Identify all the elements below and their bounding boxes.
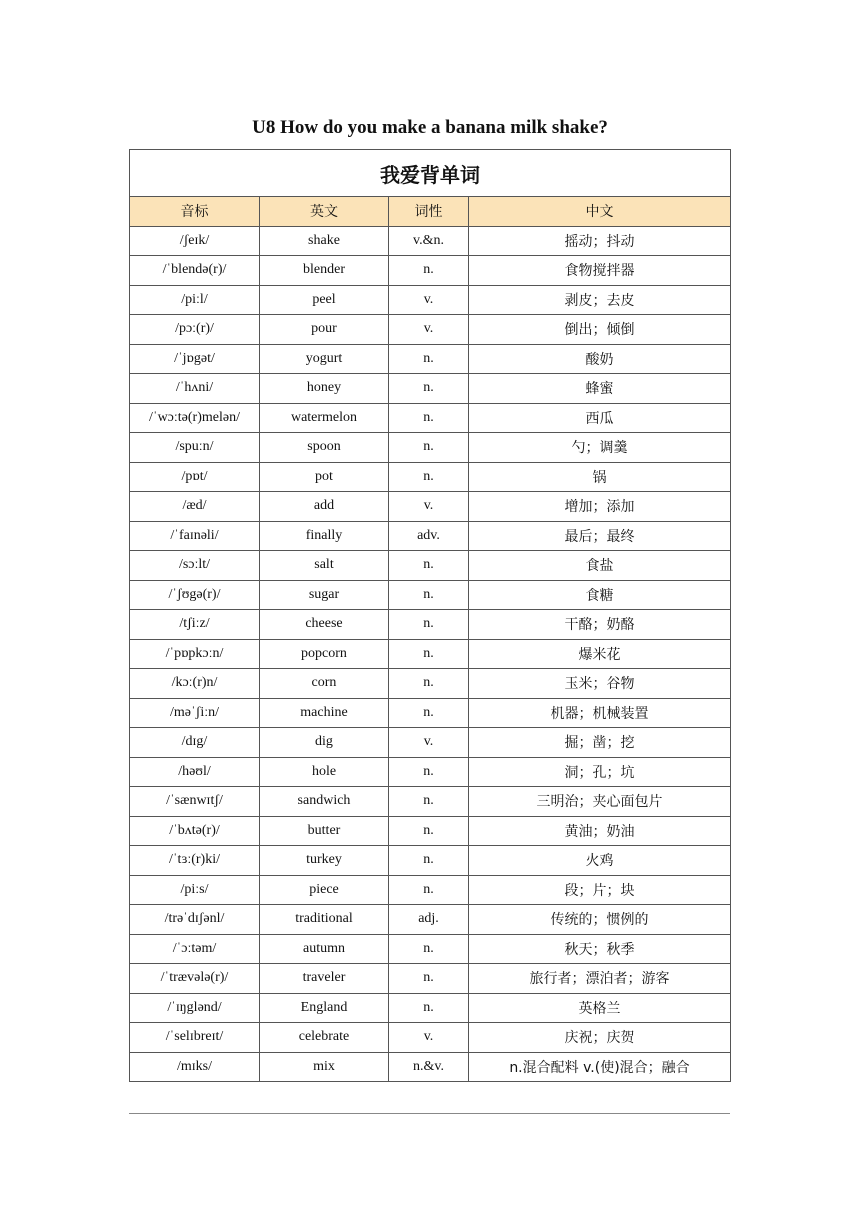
part-of-speech-cell: n.	[389, 846, 469, 876]
english-word-cell: add	[260, 492, 389, 522]
english-word-cell: popcorn	[260, 639, 389, 669]
table-row	[130, 669, 731, 699]
english-word-cell: salt	[260, 551, 389, 581]
chinese-meaning-cell: 玉米；谷物	[469, 669, 731, 699]
chinese-meaning-cell: 爆米花	[469, 639, 731, 669]
phonetic-cell: /trəˈdɪʃənl/	[130, 905, 260, 935]
chinese-meaning-cell: 干酪；奶酪	[469, 610, 731, 640]
table-row	[130, 492, 731, 522]
chinese-meaning-cell: 勺；调羹	[469, 433, 731, 463]
part-of-speech-cell: adj.	[389, 905, 469, 935]
english-word-cell: sugar	[260, 580, 389, 610]
part-of-speech-cell: n.	[389, 580, 469, 610]
part-of-speech-cell: n.&v.	[389, 1052, 469, 1082]
table-row	[130, 256, 731, 286]
chinese-meaning-cell: 倒出；倾倒	[469, 315, 731, 345]
table-header-row	[130, 197, 731, 227]
table-row	[130, 285, 731, 315]
table-row	[130, 226, 731, 256]
vocabulary-table	[129, 149, 731, 1082]
phonetic-cell: /həʊl/	[130, 757, 260, 787]
english-word-cell: dig	[260, 728, 389, 758]
english-word-cell: butter	[260, 816, 389, 846]
table-row	[130, 757, 731, 787]
chinese-meaning-cell: 最后；最终	[469, 521, 731, 551]
part-of-speech-cell: n.	[389, 403, 469, 433]
part-of-speech-cell: n.	[389, 757, 469, 787]
english-word-cell: spoon	[260, 433, 389, 463]
table-row	[130, 315, 731, 345]
table-row	[130, 639, 731, 669]
part-of-speech-cell: n.	[389, 344, 469, 374]
phonetic-cell: /kɔː(r)n/	[130, 669, 260, 699]
table-row	[130, 521, 731, 551]
phonetic-cell: /dɪg/	[130, 728, 260, 758]
english-word-cell: traditional	[260, 905, 389, 935]
chinese-meaning-cell: 传统的；惯例的	[469, 905, 731, 935]
part-of-speech-cell: v.	[389, 1023, 469, 1053]
phonetic-cell: /ˈhʌni/	[130, 374, 260, 404]
chinese-meaning-cell: n.混合配料 v.(使)混合；融合	[469, 1052, 731, 1082]
table-row	[130, 787, 731, 817]
phonetic-cell: /ˈpɒpkɔːn/	[130, 639, 260, 669]
english-word-cell: pour	[260, 315, 389, 345]
english-word-cell: finally	[260, 521, 389, 551]
chinese-meaning-cell: 英格兰	[469, 993, 731, 1023]
part-of-speech-cell: n.	[389, 698, 469, 728]
english-word-cell: watermelon	[260, 403, 389, 433]
english-word-cell: piece	[260, 875, 389, 905]
chinese-meaning-cell: 三明治；夹心面包片	[469, 787, 731, 817]
chinese-meaning-cell: 食糖	[469, 580, 731, 610]
phonetic-cell: /ˈbʌtə(r)/	[130, 816, 260, 846]
phonetic-cell: /ˈfaɪnəli/	[130, 521, 260, 551]
part-of-speech-cell: n.	[389, 551, 469, 581]
table-row	[130, 433, 731, 463]
chinese-meaning-cell: 旅行者；漂泊者；游客	[469, 964, 731, 994]
table-row	[130, 846, 731, 876]
part-of-speech-cell: n.	[389, 993, 469, 1023]
part-of-speech-cell: n.	[389, 256, 469, 286]
english-word-cell: traveler	[260, 964, 389, 994]
phonetic-cell: /ˈselɪbreɪt/	[130, 1023, 260, 1053]
table-row	[130, 816, 731, 846]
phonetic-cell: /sɔːlt/	[130, 551, 260, 581]
table-row	[130, 875, 731, 905]
chinese-meaning-cell: 食盐	[469, 551, 731, 581]
column-header-part-of-speech: 词性	[389, 197, 469, 227]
chinese-meaning-cell: 增加；添加	[469, 492, 731, 522]
english-word-cell: cheese	[260, 610, 389, 640]
phonetic-cell: /ˈsænwɪtʃ/	[130, 787, 260, 817]
english-word-cell: shake	[260, 226, 389, 256]
english-word-cell: yogurt	[260, 344, 389, 374]
chinese-meaning-cell: 蜂蜜	[469, 374, 731, 404]
part-of-speech-cell: n.	[389, 374, 469, 404]
phonetic-cell: /tʃiːz/	[130, 610, 260, 640]
chinese-meaning-cell: 机器；机械装置	[469, 698, 731, 728]
part-of-speech-cell: n.	[389, 610, 469, 640]
column-header-english: 英文	[260, 197, 389, 227]
phonetic-cell: /ʃeɪk/	[130, 226, 260, 256]
page-title: U8 How do you make a banana milk shake?	[252, 117, 608, 138]
english-word-cell: turkey	[260, 846, 389, 876]
chinese-meaning-cell: 庆祝；庆贺	[469, 1023, 731, 1053]
table-row	[130, 610, 731, 640]
part-of-speech-cell: n.	[389, 964, 469, 994]
table-row	[130, 374, 731, 404]
part-of-speech-cell: n.	[389, 875, 469, 905]
phonetic-cell: /pɒt/	[130, 462, 260, 492]
table-row	[130, 462, 731, 492]
chinese-meaning-cell: 段；片；块	[469, 875, 731, 905]
phonetic-cell: /ˈtrævələ(r)/	[130, 964, 260, 994]
phonetic-cell: /ˈjɒgət/	[130, 344, 260, 374]
phonetic-cell: /ˈɪŋglənd/	[130, 993, 260, 1023]
table-row	[130, 934, 731, 964]
chinese-meaning-cell: 洞；孔；坑	[469, 757, 731, 787]
part-of-speech-cell: n.	[389, 433, 469, 463]
chinese-meaning-cell: 黄油；奶油	[469, 816, 731, 846]
english-word-cell: celebrate	[260, 1023, 389, 1053]
chinese-meaning-cell: 锅	[469, 462, 731, 492]
phonetic-cell: /ˈblendə(r)/	[130, 256, 260, 286]
english-word-cell: hole	[260, 757, 389, 787]
phonetic-cell: /spuːn/	[130, 433, 260, 463]
part-of-speech-cell: n.	[389, 462, 469, 492]
english-word-cell: England	[260, 993, 389, 1023]
chinese-meaning-cell: 掘；凿；挖	[469, 728, 731, 758]
part-of-speech-cell: v.	[389, 285, 469, 315]
part-of-speech-cell: n.	[389, 816, 469, 846]
part-of-speech-cell: v.	[389, 315, 469, 345]
part-of-speech-cell: n.	[389, 787, 469, 817]
phonetic-cell: /məˈʃiːn/	[130, 698, 260, 728]
part-of-speech-cell: v.&n.	[389, 226, 469, 256]
phonetic-cell: /ˈtɜː(r)ki/	[130, 846, 260, 876]
table-row	[130, 1052, 731, 1082]
phonetic-cell: /ˈwɔːtə(r)melən/	[130, 403, 260, 433]
table-row	[130, 580, 731, 610]
phonetic-cell: /mɪks/	[130, 1052, 260, 1082]
phonetic-cell: /ˈʃʊgə(r)/	[130, 580, 260, 610]
table-row	[130, 344, 731, 374]
english-word-cell: corn	[260, 669, 389, 699]
part-of-speech-cell: n.	[389, 639, 469, 669]
vocabulary-table-body	[130, 226, 731, 1082]
table-row	[130, 905, 731, 935]
part-of-speech-cell: adv.	[389, 521, 469, 551]
part-of-speech-cell: v.	[389, 728, 469, 758]
part-of-speech-cell: n.	[389, 934, 469, 964]
table-row	[130, 551, 731, 581]
phonetic-cell: /piːs/	[130, 875, 260, 905]
phonetic-cell: /æd/	[130, 492, 260, 522]
table-row	[130, 698, 731, 728]
english-word-cell: mix	[260, 1052, 389, 1082]
english-word-cell: autumn	[260, 934, 389, 964]
english-word-cell: pot	[260, 462, 389, 492]
chinese-meaning-cell: 秋天；秋季	[469, 934, 731, 964]
table-caption: 我爱背单词	[130, 150, 731, 197]
chinese-meaning-cell: 食物搅拌器	[469, 256, 731, 286]
chinese-meaning-cell: 火鸡	[469, 846, 731, 876]
part-of-speech-cell: v.	[389, 492, 469, 522]
chinese-meaning-cell: 剥皮；去皮	[469, 285, 731, 315]
table-row	[130, 1023, 731, 1053]
chinese-meaning-cell: 酸奶	[469, 344, 731, 374]
table-row	[130, 993, 731, 1023]
english-word-cell: peel	[260, 285, 389, 315]
table-row	[130, 964, 731, 994]
english-word-cell: honey	[260, 374, 389, 404]
column-header-phonetic: 音标	[130, 197, 260, 227]
footer-divider	[129, 1113, 730, 1114]
phonetic-cell: /ˈɔːtəm/	[130, 934, 260, 964]
table-row	[130, 403, 731, 433]
table-row	[130, 728, 731, 758]
column-header-chinese: 中文	[469, 197, 731, 227]
chinese-meaning-cell: 西瓜	[469, 403, 731, 433]
english-word-cell: machine	[260, 698, 389, 728]
phonetic-cell: /piːl/	[130, 285, 260, 315]
english-word-cell: blender	[260, 256, 389, 286]
phonetic-cell: /pɔː(r)/	[130, 315, 260, 345]
english-word-cell: sandwich	[260, 787, 389, 817]
part-of-speech-cell: n.	[389, 669, 469, 699]
chinese-meaning-cell: 摇动；抖动	[469, 226, 731, 256]
